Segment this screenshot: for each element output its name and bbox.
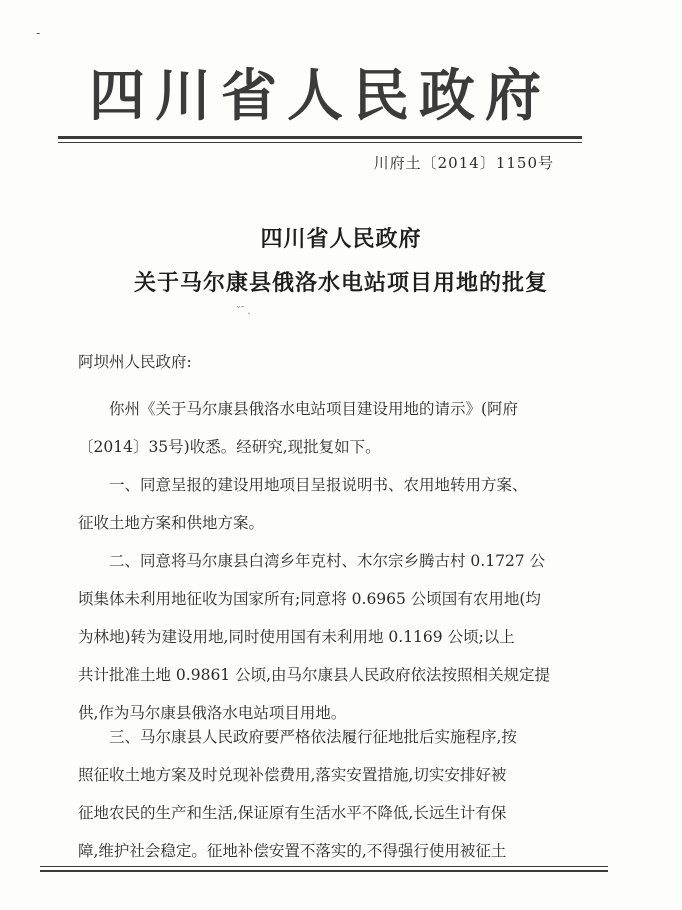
- paragraph-item-3: [78, 718, 586, 870]
- paragraph-line: 征收土地方案和供地方案。: [78, 514, 265, 532]
- margin-mark: -: [36, 26, 41, 40]
- footer-rule-thin: [40, 866, 608, 867]
- paragraph-item-1: [78, 466, 586, 542]
- document-number: 川府土〔2014〕1150号: [373, 154, 554, 172]
- paragraph-line: 供,作为马尔康县俄洛水电站项目用地。: [78, 704, 347, 722]
- header-rule: [58, 136, 582, 139]
- paragraph-line: 三、马尔康县人民政府要严格依法履行征地批后实施程序,按: [109, 728, 517, 746]
- paragraph-line: 顷集体未利用地征收为国家所有;同意将 0.6965 公顷国有农用地(均: [78, 590, 541, 608]
- paragraph-line: 一、同意呈报的建设用地项目呈报说明书、农用地转用方案、: [109, 476, 528, 494]
- document-title-line-2: 关于马尔康县俄洛水电站项目用地的批复: [133, 271, 548, 296]
- document-title-line-1: 四川省人民政府: [260, 227, 422, 252]
- paragraph-receipt: [78, 390, 586, 466]
- header-rule-thin: [58, 142, 582, 143]
- paragraph-line: 共计批准土地 0.9861 公顷,由马尔康县人民政府依法按照相关规定提: [78, 666, 551, 684]
- paragraph-line: 照征收土地方案及时兑现补偿费用,落实安置措施,切实安排好被: [78, 766, 507, 784]
- footer-rule: [40, 870, 608, 872]
- salutation: 阿坝州人民政府:: [78, 353, 192, 371]
- paragraph-item-2: [78, 542, 586, 732]
- paragraph-line: 〔2014〕35号)收悉。经研究,现批复如下。: [78, 438, 381, 456]
- paragraph-line: 为林地)转为建设用地,同时使用国有未利用地 0.1169 公顷;以上: [78, 628, 515, 646]
- scan-smudge: ˘ˉ﹑: [236, 306, 253, 317]
- paragraph-line: 征地农民的生产和生活,保证原有生活水平不降低,长远生计有保: [78, 804, 507, 822]
- paragraph-line: 二、同意将马尔康县白湾乡年克村、木尔宗乡腾古村 0.1727 公: [109, 552, 546, 570]
- paragraph-line: 障,维护社会稳定。征地补偿安置不落实的,不得强行使用被征土: [78, 842, 507, 860]
- paragraph-line: 你州《关于马尔康县俄洛水电站项目建设用地的请示》(阿府: [109, 400, 519, 418]
- issuer-header: 四川省人民政府: [89, 64, 551, 129]
